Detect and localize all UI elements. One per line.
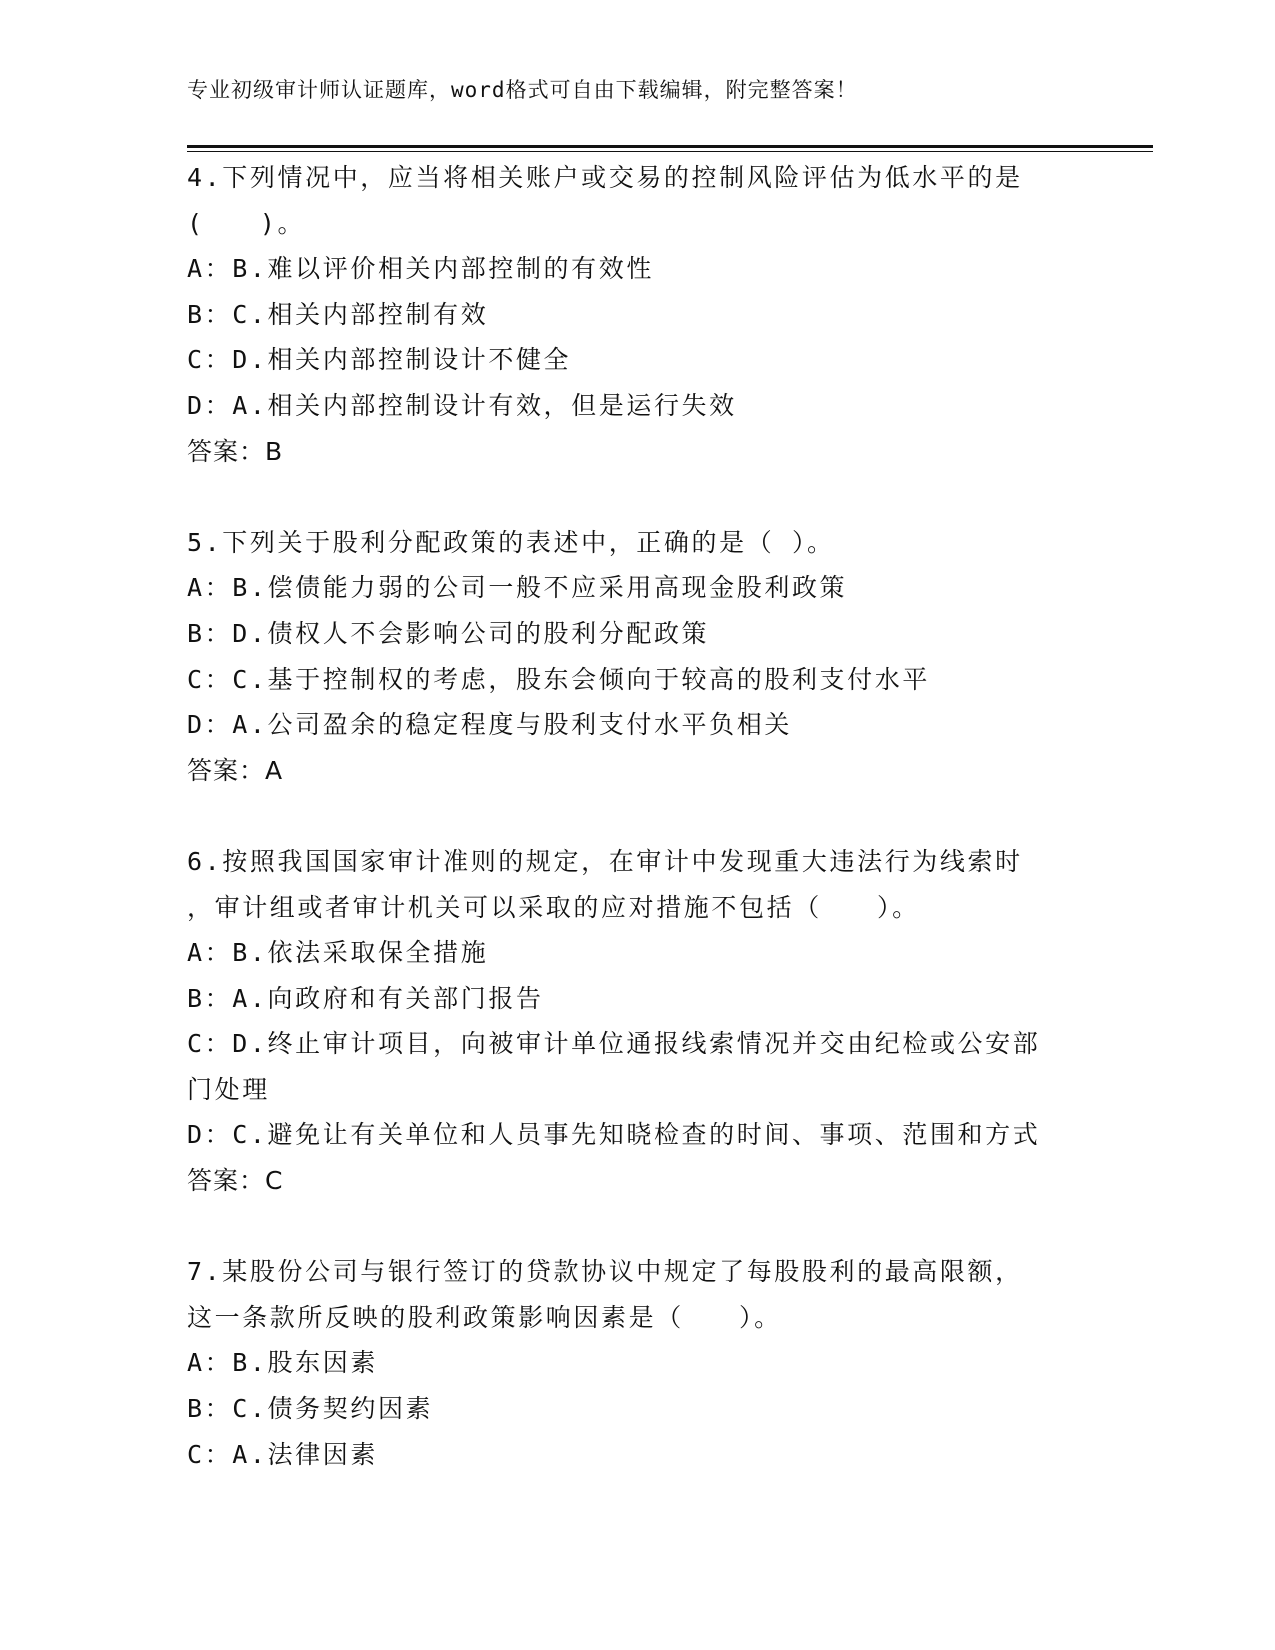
question-stem: 7.某股份公司与银行签订的贷款协议中规定了每股股利的最高限额， [187,1257,1023,1287]
answer-option: B：A.向政府和有关部门报告 [187,983,544,1013]
answer-option: C：D.终止审计项目，向被审计单位通报线索情况并交由纪检或公安部 [187,1029,1041,1059]
question-spacer [187,793,1107,839]
question-stem: 4.下列情况中，应当将相关账户或交易的控制风险评估为低水平的是 [187,163,1023,192]
answer-key: 答案：A [187,755,284,785]
header-divider-thick [187,145,1153,148]
header-divider-thin [187,151,1153,152]
question-block [187,1249,1107,1477]
question-stem: ( )。 [187,208,306,238]
answer-option: D：C.避免让有关单位和人员事先知晓检查的时间、事项、范围和方式 [187,1120,1041,1150]
question-block [187,520,1107,794]
answer-option: B：D.债权人不会影响公司的股利分配政策 [187,618,710,648]
answer-option: C：D.相关内部控制设计不健全 [187,345,572,375]
answer-option: A：B.股东因素 [187,1348,378,1378]
question-block [187,155,1107,474]
answer-key: 答案：C [187,1166,284,1196]
question-stem: 这一条款所反映的股利政策影响因素是（ ）。 [187,1302,782,1332]
page-header: 专业初级审计师认证题库，word格式可自由下载编辑，附完整答案！ [187,78,858,102]
question-stem: ，审计组或者审计机关可以采取的应对措施不包括（ ）。 [187,892,920,922]
question-spacer [187,474,1107,520]
question-block [187,839,1107,1204]
answer-option: 门处理 [187,1074,270,1104]
question-stem: 5.下列关于股利分配政策的表述中，正确的是（ ）。 [187,527,835,557]
answer-key: 答案：B [187,436,284,466]
answer-option: A：B.依法采取保全措施 [187,938,489,968]
answer-option: A：B.难以评价相关内部控制的有效性 [187,254,654,284]
answer-option: C：C.基于控制权的考虑，股东会倾向于较高的股利支付水平 [187,664,930,694]
answer-option: B：C.债务契约因素 [187,1394,434,1424]
answer-option: B：C.相关内部控制有效 [187,299,489,329]
answer-option: A：B.偿债能力弱的公司一般不应采用高现金股利政策 [187,573,848,603]
question-list [187,155,1107,1477]
question-spacer [187,1204,1107,1250]
answer-option: D：A.公司盈余的稳定程度与股利支付水平负相关 [187,710,792,740]
question-stem: 6.按照我国国家审计准则的规定，在审计中发现重大违法行为线索时 [187,846,1023,876]
answer-option: C：A.法律因素 [187,1439,378,1469]
answer-option: D：A.相关内部控制设计有效，但是运行失效 [187,390,737,420]
